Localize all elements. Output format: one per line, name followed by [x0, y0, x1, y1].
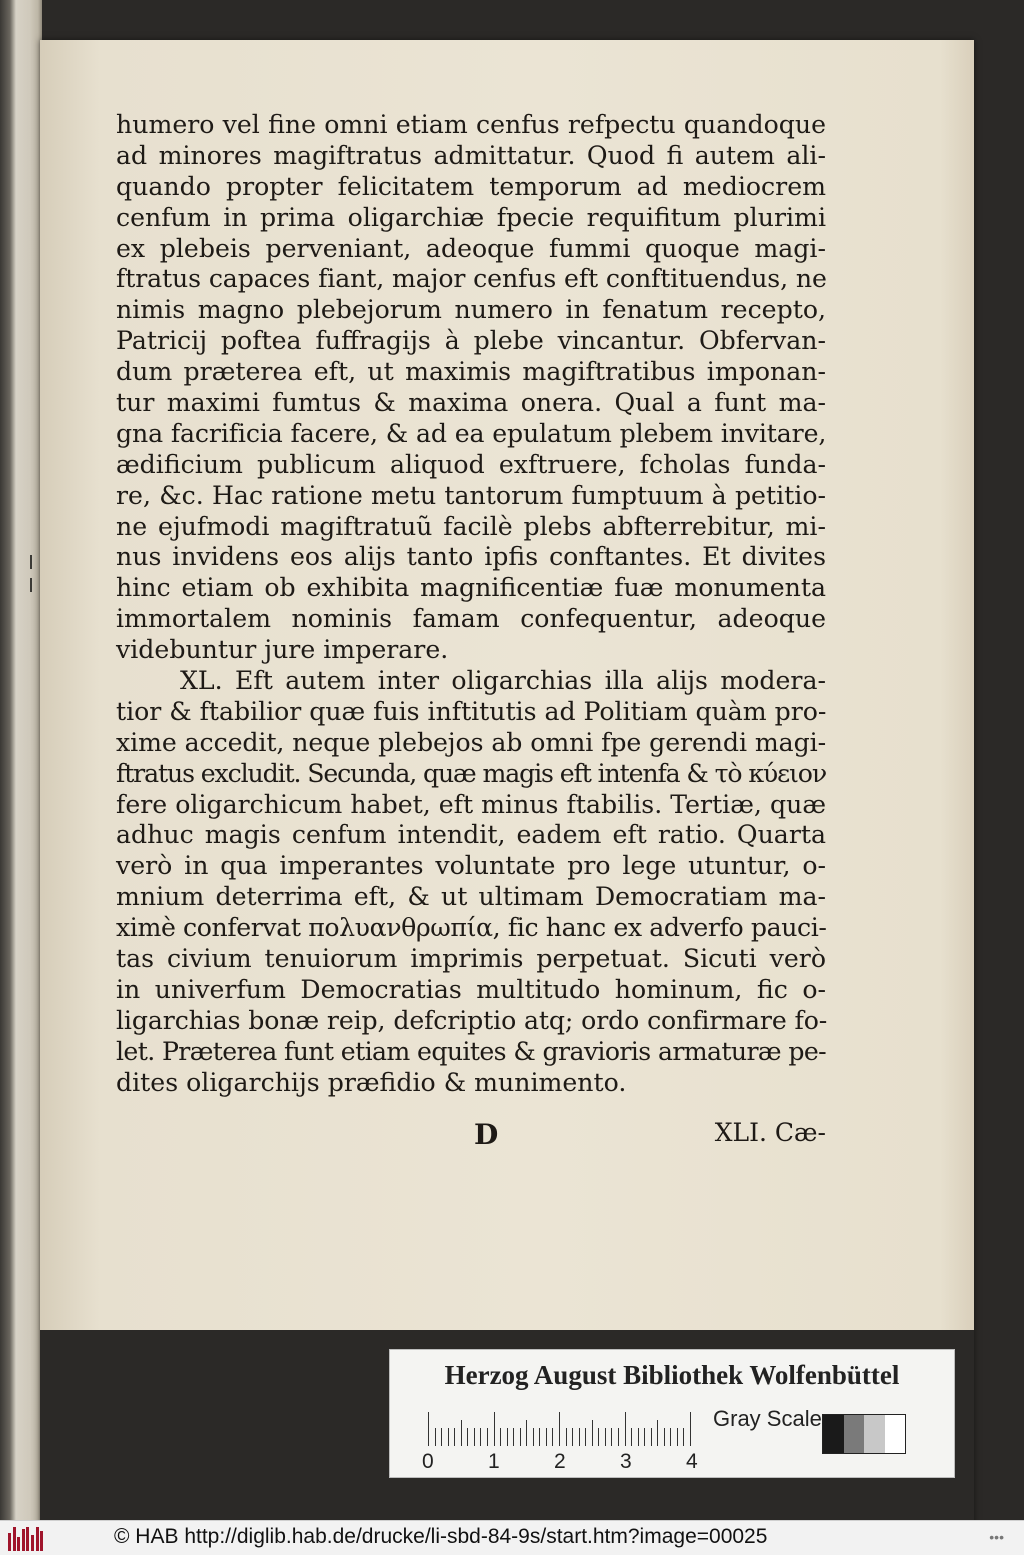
text-line: in univerfum Democratias multitudo hominum, fic o- — [116, 974, 826, 1004]
ruler-tick — [677, 1428, 678, 1446]
ruler-tick — [605, 1428, 606, 1446]
ruler-tick — [631, 1428, 632, 1446]
logo-bar — [36, 1527, 39, 1551]
gray-swatch — [823, 1415, 844, 1453]
text-line: ftratus excludit. Secunda, quæ magis eft intenfa & τὸ κύειον — [116, 758, 826, 788]
text-line: dites oligarchijs præfidio & munimento. — [116, 1067, 627, 1097]
ruler-tick — [487, 1428, 488, 1446]
color-scale-card — [389, 1349, 955, 1478]
ruler-tick — [657, 1420, 658, 1446]
binding-mark — [30, 578, 32, 592]
ruler-tick — [441, 1428, 442, 1446]
ruler-tick — [520, 1428, 521, 1446]
gray-swatch — [885, 1415, 906, 1453]
text-line: mnium deterrima eft, & ut ultimam Democratiam ma- — [116, 882, 826, 912]
ruler-tick — [644, 1428, 645, 1446]
ruler-tick — [585, 1428, 586, 1446]
gray-scale-label: Gray Scale — [713, 1406, 822, 1431]
ruler-tick — [428, 1412, 429, 1446]
gray-swatch — [864, 1415, 885, 1453]
text-line: gna facrificia facere, & ad ea epulatum plebem invitare, — [116, 418, 827, 448]
text-line: ximè confervat πολυανθρωπία, fic hanc ex adverfo pauci- — [116, 913, 827, 943]
ruler-label: 2 — [554, 1450, 566, 1473]
more-icon[interactable]: ••• — [989, 1529, 1004, 1545]
ruler-tick — [690, 1412, 691, 1446]
copyright-link[interactable]: © HAB http://diglib.hab.de/drucke/li-sbd-84-9s/start.htm?image=00025 — [114, 1525, 768, 1548]
text-line: xime accedit, neque plebejos ab omni fpe gerendi magi- — [116, 727, 826, 757]
text-line: XL. Eft autem inter oligarchias illa alijs modera- — [180, 666, 826, 696]
page-footer-line — [116, 1118, 826, 1152]
ruler-labels — [418, 1450, 718, 1476]
ruler-tick — [618, 1428, 619, 1446]
ruler-tick — [559, 1412, 560, 1446]
text-line: ædificium publicum aliquod exftruere, fcholas funda- — [116, 449, 826, 479]
logo-bar — [31, 1535, 34, 1551]
text-line: nus invidens eos alijs tanto ipfis conftantes. Et divites — [116, 542, 826, 572]
binding-mark — [30, 555, 32, 569]
ruler-tick — [480, 1428, 481, 1446]
text-line: ne ejufmodi magiftratuũ facilè plebs abfterrebitur, mi- — [116, 511, 826, 541]
ruler-label: 4 — [686, 1450, 698, 1473]
page-text — [116, 110, 826, 1099]
ruler-tick — [625, 1412, 626, 1446]
ruler-tick — [526, 1420, 527, 1446]
text-line: ex plebeis perveniant, adeoque fummi quoque magi- — [116, 233, 826, 263]
text-line: immortalem nominis famam confequentur, adeoque — [116, 604, 826, 634]
ruler-tick — [500, 1428, 501, 1446]
text-line: tas civium tenuiorum imprimis perpetuat. Sicuti verò — [116, 944, 826, 974]
ruler-tick — [664, 1428, 665, 1446]
ruler — [428, 1412, 690, 1446]
logo-bar — [13, 1527, 16, 1551]
text-line: tur maximi fumtus & maxima onera. Qual a funt ma- — [116, 388, 826, 418]
catchword: XLI. Cæ- — [714, 1118, 826, 1147]
logo-bar — [8, 1533, 11, 1551]
ruler-tick — [579, 1428, 580, 1446]
text-line: ligarchias bonæ reip, defcriptio atq; ordo confirmare fo- — [116, 1005, 828, 1035]
text-line: fere oligarchicum habet, eft minus ftabilis. Tertiæ, quæ — [116, 789, 826, 819]
text-line: tior & ftabilior quæ fuis inftitutis ad Politiam quàm pro- — [116, 696, 827, 726]
ruler-tick — [513, 1428, 514, 1446]
text-line: cenfum in prima oligarchiæ fpecie requifitum plurimi — [116, 202, 826, 232]
viewer-footer — [0, 1520, 1024, 1555]
signature-mark: D — [474, 1118, 499, 1151]
text-line: ad minores magiftratus admittatur. Quod fi autem ali- — [116, 140, 826, 170]
ruler-tick — [454, 1428, 455, 1446]
ruler-tick — [683, 1428, 684, 1446]
text-line: hinc etiam ob exhibita magnificentiæ fuæ monumenta — [116, 573, 826, 603]
ruler-tick — [474, 1428, 475, 1446]
ruler-tick — [670, 1428, 671, 1446]
ruler-tick — [435, 1428, 436, 1446]
ruler-tick — [507, 1428, 508, 1446]
text-line: videbuntur jure imperare. — [116, 635, 449, 665]
ruler-tick — [651, 1428, 652, 1446]
ruler-tick — [461, 1420, 462, 1446]
ruler-tick — [539, 1428, 540, 1446]
ruler-tick — [448, 1428, 449, 1446]
gray-scale-swatches — [822, 1414, 906, 1454]
gray-swatch — [844, 1415, 865, 1453]
text-line: let. Præterea funt etiam equites & gravioris armaturæ pe- — [116, 1036, 826, 1066]
ruler-tick — [566, 1428, 567, 1446]
text-line: re, &c. Hac ratione metu tantorum fumptuum à petitio- — [116, 480, 826, 510]
ruler-tick — [638, 1428, 639, 1446]
library-name: Herzog August Bibliothek Wolfenbüttel — [444, 1360, 900, 1390]
ruler-tick — [494, 1412, 495, 1446]
text-line: adhuc magis cenfum intendit, eadem eft ratio. Quarta — [116, 820, 826, 850]
ruler-label: 3 — [620, 1450, 632, 1473]
hab-logo-icon — [8, 1527, 46, 1551]
text-line: humero vel fine omni etiam cenfus refpectu quandoque — [116, 110, 826, 139]
ruler-tick — [552, 1428, 553, 1446]
ruler-tick — [598, 1428, 599, 1446]
ruler-tick — [467, 1428, 468, 1446]
text-line: nimis magno plebejorum numero in fenatum recepto, — [116, 295, 826, 325]
text-line: dum præterea eft, ut maximis magiftratibus imponan- — [116, 357, 826, 387]
logo-bar — [40, 1531, 43, 1551]
text-line: ftratus capaces fiant, major cenfus eft conftituendus, ne — [116, 264, 827, 294]
ruler-tick — [533, 1428, 534, 1446]
ruler-tick — [572, 1428, 573, 1446]
ruler-tick — [546, 1428, 547, 1446]
logo-bar — [22, 1529, 25, 1551]
ruler-label: 0 — [422, 1450, 434, 1473]
ruler-tick — [611, 1428, 612, 1446]
binding-edge — [0, 0, 42, 1520]
ruler-tick — [592, 1420, 593, 1446]
logo-bar — [26, 1527, 29, 1551]
logo-bar — [17, 1537, 20, 1551]
text-line: quando propter felicitatem temporum ad mediocrem — [116, 171, 826, 201]
text-line: Patricij poftea fuffragijs à plebe vincantur. Obfervan- — [116, 326, 826, 356]
text-line: verò in qua imperantes voluntate pro lege utuntur, o- — [116, 851, 826, 881]
ruler-label: 1 — [488, 1450, 500, 1473]
